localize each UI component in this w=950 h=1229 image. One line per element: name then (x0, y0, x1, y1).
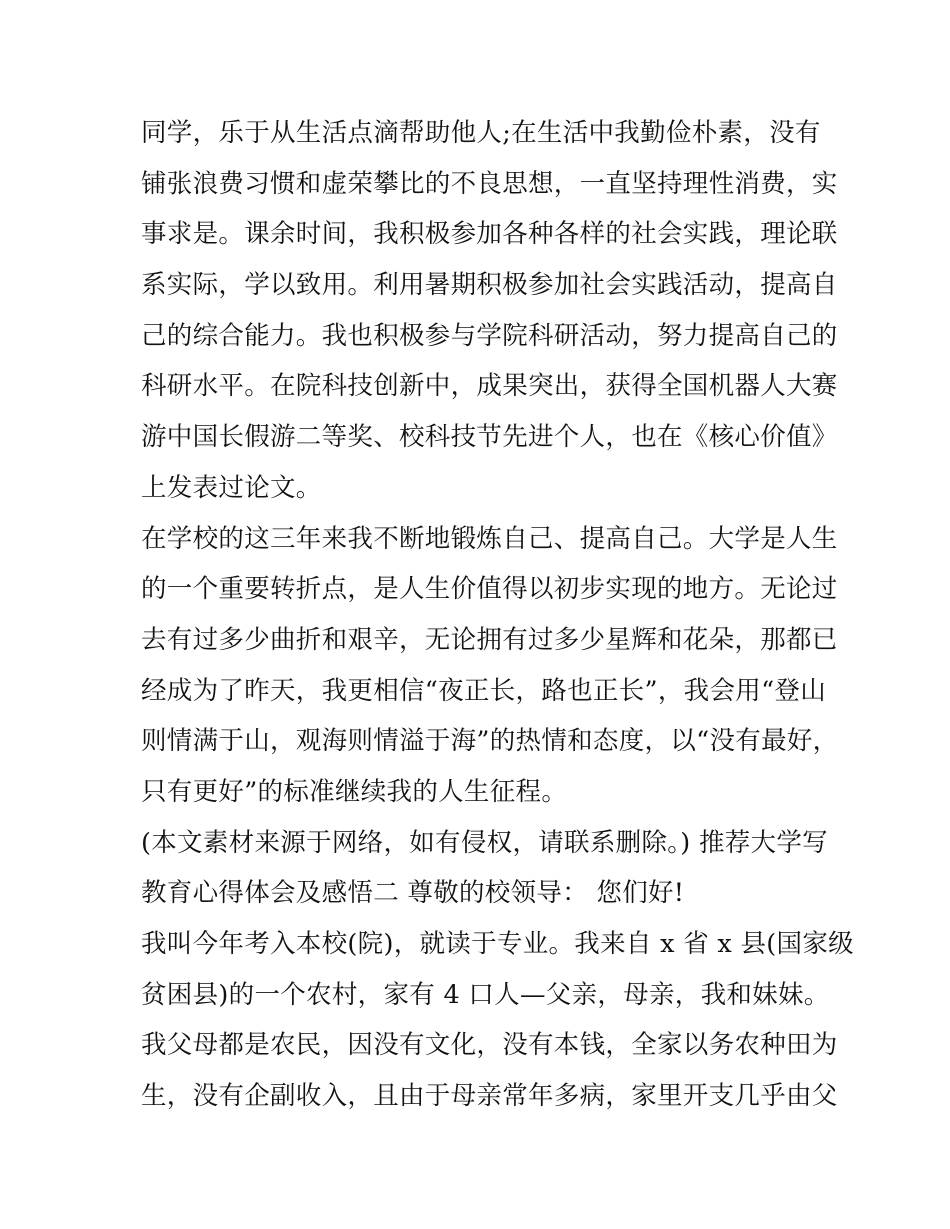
text-line: 科研水平。在院科技创新中，成果突出，获得全国机器人大赛 (141, 371, 838, 402)
text-line: 教育心得体会及感悟二 尊敬的校领导： 您们好! (141, 878, 685, 909)
text-line: 生，没有企副收入，且由于母亲常年多病，家里开支几乎由父 (141, 1081, 838, 1112)
text-line: 我叫今年考入本校(院)，就读于专业。我来自 x 省 x 县(国家级 (141, 929, 854, 959)
text-line: 在学校的这三年来我不断地锻炼自己、提高自己。大学是人生 (141, 523, 838, 554)
text-line: (本文素材来源于网络，如有侵权，请联系删除。) 推荐大学写 (141, 827, 828, 858)
text-line: 己的综合能力。我也积极参与学院科研活动，努力提高自己的 (141, 320, 838, 351)
text-line: 铺张浪费习惯和虚荣攀比的不良思想，一直坚持理性消费，实 (141, 168, 838, 199)
text-line: 系实际，学以致用。利用暑期积极参加社会实践活动，提高自 (141, 270, 838, 301)
text-line: 上发表过论文。 (141, 472, 322, 503)
body-text (141, 108, 854, 1122)
text-line: 同学，乐于从生活点滴帮助他人;在生活中我勤俭朴素，没有 (141, 118, 821, 148)
text-line: 贫困县)的一个农村，家有 4 口人—父亲，母亲，我和妹妹。 (141, 979, 830, 1010)
text-line: 事求是。课余时间，我积极参加各种各样的社会实践，理论联 (141, 219, 838, 250)
text-line: 则情满于山，观海则情溢于海”的热情和态度，以“没有最好， (141, 726, 839, 757)
text-line: 我父母都是农民，因没有文化，没有本钱，全家以务农种田为 (141, 1030, 838, 1061)
text-line: 的一个重要转折点，是人生价值得以初步实现的地方。无论过 (141, 574, 838, 605)
text-line: 只有更好”的标准继续我的人生征程。 (141, 776, 568, 807)
text-line: 游中国长假游二等奖、校科技节先进个人，也在《核心价值》 (141, 422, 838, 453)
text-line: 去有过多少曲折和艰辛，无论拥有过多少星辉和花朵，那都已 (141, 624, 838, 655)
text-line: 经成为了昨天，我更相信“夜正长，路也正长”，我会用“登山 (141, 675, 827, 706)
